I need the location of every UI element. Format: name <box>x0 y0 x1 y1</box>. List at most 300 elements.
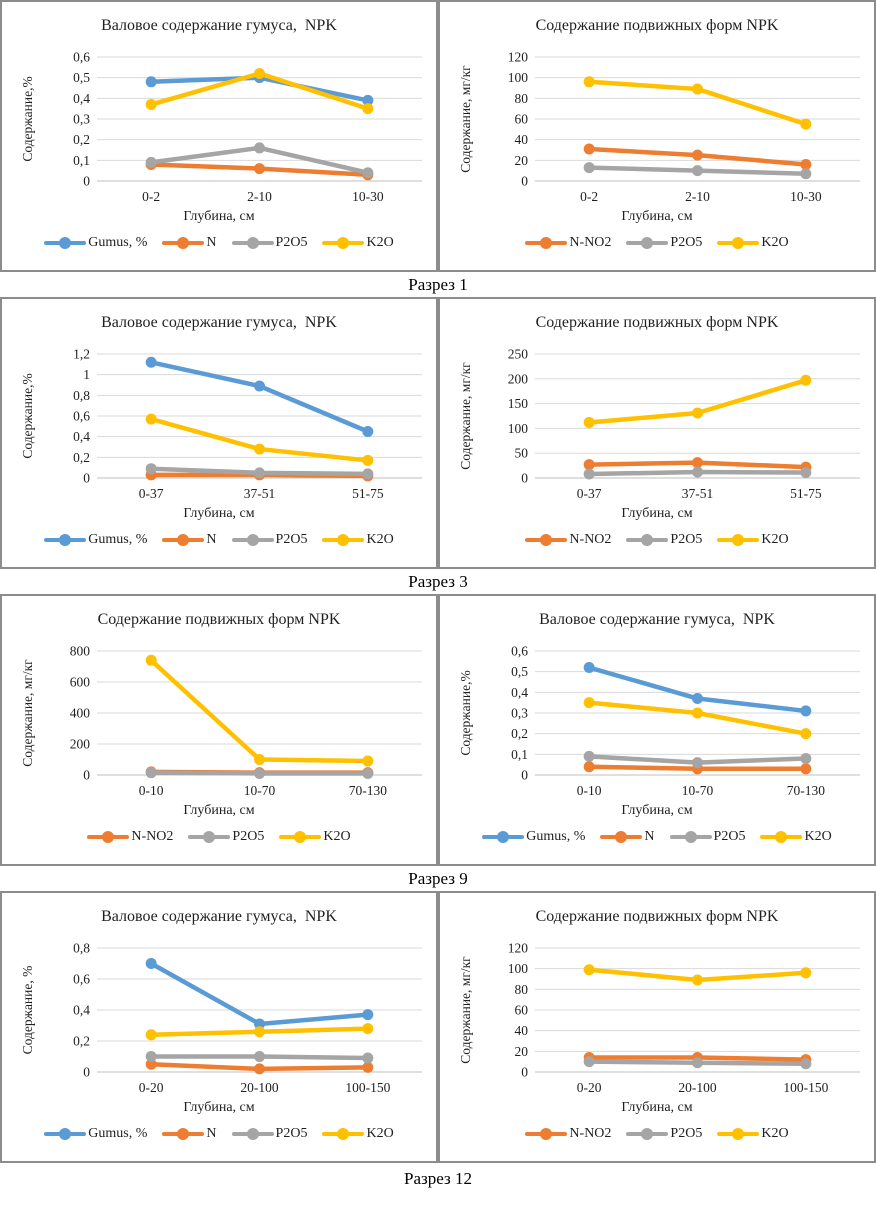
y-tick-label: 120 <box>507 49 528 65</box>
legend-item-p2o5 <box>232 235 308 251</box>
data-point-p2o5 <box>362 468 373 479</box>
data-point-gumus <box>584 662 595 673</box>
x-tick-label: 37-51 <box>243 486 276 501</box>
legend-label: Gumus, % <box>88 532 148 547</box>
y-tick-label: 0,2 <box>73 132 90 148</box>
data-point-gumus <box>362 426 373 437</box>
x-tick-label: 0-2 <box>580 189 599 204</box>
legend-marker-icon <box>670 831 712 843</box>
legend-marker-dot <box>732 237 744 249</box>
legend-marker-icon <box>232 237 274 249</box>
legend-marker-dot <box>540 534 552 546</box>
x-tick-label: 20-100 <box>240 1080 279 1095</box>
legend-marker-dot <box>775 831 787 843</box>
y-tick-label: 0,8 <box>73 387 90 403</box>
legend-marker-icon <box>322 534 364 546</box>
legend-marker-icon <box>717 534 759 546</box>
data-point-gumus <box>146 76 157 87</box>
data-point-n <box>254 163 265 174</box>
x-tick-label: 0-20 <box>576 1080 602 1095</box>
legend-marker-icon <box>322 1128 364 1140</box>
legend-item-gumus <box>44 235 147 251</box>
data-point-p2o5 <box>800 753 811 764</box>
legend-marker-dot <box>337 1128 349 1140</box>
legend-label: P2O5 <box>713 829 746 844</box>
chart-gumus-npk-razrez-12 <box>0 891 438 1163</box>
legend-label: N-NO2 <box>569 1126 612 1141</box>
data-point-k2o <box>254 68 265 79</box>
x-tick-label: 37-51 <box>681 486 714 501</box>
chart-title: Валовое содержание гумуса, NPK <box>101 17 337 34</box>
data-point-p2o5 <box>254 1051 265 1062</box>
legend-marker-dot <box>540 237 552 249</box>
legend-marker-icon <box>717 1128 759 1140</box>
data-point-k2o <box>254 754 265 765</box>
section-caption-razrez-3: Разрез 3 <box>408 571 468 591</box>
legend-item-p2o5 <box>670 829 746 845</box>
y-tick-label: 40 <box>514 132 528 148</box>
legend-item-p2o5 <box>626 235 702 251</box>
legend <box>2 1126 436 1142</box>
legend-label: K2O <box>323 829 351 844</box>
legend-item-k2o <box>279 829 350 845</box>
x-axis-label: Глубина, см <box>183 209 255 224</box>
legend-item-k2o <box>717 1126 788 1142</box>
legend-label: Gumus, % <box>88 235 148 250</box>
legend-label: P2O5 <box>232 829 265 844</box>
legend-item-gumus <box>482 829 585 845</box>
y-tick-label: 0,5 <box>73 70 90 86</box>
plot-area <box>2 641 436 801</box>
data-point-p2o5 <box>800 1058 811 1069</box>
legend-marker-icon <box>600 831 642 843</box>
legend-label: Gumus, % <box>526 829 586 844</box>
y-tick-label: 100 <box>507 70 528 86</box>
y-tick-label: 0,2 <box>511 726 528 742</box>
data-point-k2o <box>584 697 595 708</box>
legend-marker-icon <box>525 237 567 249</box>
section-caption-razrez-1: Разрез 1 <box>408 274 468 294</box>
y-tick-label: 0 <box>521 173 528 189</box>
legend-marker-icon <box>162 534 204 546</box>
chart-row-razrez-1 <box>0 0 876 272</box>
data-point-p2o5 <box>584 469 595 480</box>
y-tick-label: 0 <box>83 173 90 189</box>
y-tick-label: 120 <box>507 940 528 956</box>
legend-item-gumus <box>44 532 147 548</box>
legend-item-k2o <box>760 829 831 845</box>
legend-marker-icon <box>626 1128 668 1140</box>
data-point-k2o <box>146 655 157 666</box>
legend-marker-dot <box>732 534 744 546</box>
data-point-p2o5 <box>584 162 595 173</box>
x-tick-label: 0-10 <box>576 783 602 798</box>
legend-marker-dot <box>294 831 306 843</box>
data-point-p2o5 <box>800 467 811 478</box>
data-point-p2o5 <box>692 467 703 478</box>
y-tick-label: 600 <box>69 674 90 690</box>
y-tick-label: 0,4 <box>73 90 90 106</box>
y-axis-label: Содержание, мг/кг <box>20 659 35 767</box>
legend-item-k2o <box>322 1126 393 1142</box>
y-tick-label: 0,6 <box>73 408 90 424</box>
data-point-k2o <box>800 375 811 386</box>
y-tick-label: 80 <box>514 90 528 106</box>
legend-marker-icon <box>525 534 567 546</box>
y-tick-label: 0 <box>83 470 90 486</box>
data-point-k2o <box>362 756 373 767</box>
y-tick-label: 200 <box>69 736 90 752</box>
data-point-n <box>800 763 811 774</box>
data-point-p2o5 <box>692 1057 703 1068</box>
x-tick-label: 2-10 <box>685 189 710 204</box>
legend-marker-dot <box>540 1128 552 1140</box>
legend-label: P2O5 <box>670 532 703 547</box>
legend-marker-icon <box>626 237 668 249</box>
y-tick-label: 250 <box>507 346 528 362</box>
data-point-k2o <box>800 728 811 739</box>
x-tick-label: 51-75 <box>352 486 384 501</box>
data-point-gumus <box>692 693 703 704</box>
legend-item-p2o5 <box>232 532 308 548</box>
series-line-k2o <box>151 660 368 761</box>
data-point-k2o <box>584 417 595 428</box>
chart-title: Валовое содержание гумуса, NPK <box>101 314 337 331</box>
plot-area <box>2 344 436 504</box>
y-axis-label: Содержание, мг/кг <box>458 65 473 173</box>
data-point-gumus <box>146 357 157 368</box>
y-tick-label: 20 <box>514 152 528 168</box>
chart-mobile-npk-razrez-1 <box>438 0 876 272</box>
x-tick-label: 70-130 <box>786 783 825 798</box>
legend-item-p2o5 <box>188 829 264 845</box>
chart-title: Валовое содержание гумуса, NPK <box>101 908 337 925</box>
plot-area <box>440 938 874 1098</box>
legend-marker-dot <box>203 831 215 843</box>
y-tick-label: 0,4 <box>73 429 90 445</box>
legend-item-n-no2 <box>87 829 173 845</box>
legend-item-gumus <box>44 1126 147 1142</box>
y-tick-label: 0,3 <box>73 111 90 127</box>
legend-label: N <box>206 1126 217 1141</box>
data-point-n-no2 <box>584 143 595 154</box>
y-tick-label: 100 <box>507 961 528 977</box>
chart-row-razrez-3 <box>0 297 876 569</box>
legend-item-n <box>600 829 654 845</box>
y-axis-label: Содержание,% <box>458 670 473 756</box>
data-point-k2o <box>362 103 373 114</box>
legend-marker-icon <box>232 534 274 546</box>
section-caption-razrez-12: Разрез 12 <box>404 1169 472 1188</box>
y-tick-label: 1,2 <box>73 346 90 362</box>
data-point-n <box>254 1063 265 1074</box>
legend-item-n <box>162 1126 216 1142</box>
legend-label: N <box>206 532 217 547</box>
legend-marker-icon <box>279 831 321 843</box>
legend-marker-dot <box>59 237 71 249</box>
y-tick-label: 0,1 <box>511 746 528 762</box>
legend-label: K2O <box>761 1126 789 1141</box>
data-point-gumus <box>254 381 265 392</box>
y-tick-label: 800 <box>69 643 90 659</box>
x-tick-label: 10-30 <box>790 189 822 204</box>
data-point-gumus <box>362 1009 373 1020</box>
legend-label: N-NO2 <box>131 829 174 844</box>
chart-gumus-npk-razrez-9 <box>438 594 876 866</box>
y-axis-label: Содержание,% <box>20 373 35 459</box>
legend-item-k2o <box>717 235 788 251</box>
chart-title: Валовое содержание гумуса, NPK <box>539 611 775 628</box>
y-tick-label: 0,4 <box>73 1002 90 1018</box>
legend-item-k2o <box>322 532 393 548</box>
y-tick-label: 60 <box>514 1002 528 1018</box>
legend-marker-dot <box>247 534 259 546</box>
data-point-k2o <box>146 1029 157 1040</box>
y-tick-label: 50 <box>514 445 528 461</box>
x-tick-label: 0-2 <box>142 189 161 204</box>
y-tick-label: 0,6 <box>73 49 90 65</box>
data-point-p2o5 <box>146 767 157 778</box>
legend-label: K2O <box>366 1126 394 1141</box>
data-point-k2o <box>362 455 373 466</box>
legend-label: N <box>644 829 655 844</box>
legend-marker-icon <box>44 237 86 249</box>
plot-area <box>440 641 874 801</box>
data-point-k2o <box>254 1026 265 1037</box>
data-point-p2o5 <box>254 142 265 153</box>
y-tick-label: 0,4 <box>511 684 528 700</box>
legend-label: P2O5 <box>670 1126 703 1141</box>
legend-marker-icon <box>322 237 364 249</box>
data-point-n-no2 <box>692 150 703 161</box>
legend <box>440 532 874 548</box>
legend-marker-icon <box>232 1128 274 1140</box>
legend-item-n-no2 <box>525 1126 611 1142</box>
legend-marker-dot <box>59 1128 71 1140</box>
legend-item-p2o5 <box>232 1126 308 1142</box>
chart-title: Содержание подвижных форм NPK <box>535 314 779 331</box>
x-tick-label: 100-150 <box>345 1080 391 1095</box>
y-tick-label: 0 <box>521 1064 528 1080</box>
legend-marker-dot <box>641 237 653 249</box>
data-point-k2o <box>800 967 811 978</box>
legend-marker-dot <box>177 1128 189 1140</box>
chart-gumus-npk-razrez-1 <box>0 0 438 272</box>
legend-marker-dot <box>247 237 259 249</box>
legend-label: K2O <box>761 235 789 250</box>
y-tick-label: 0 <box>83 767 90 783</box>
data-point-k2o <box>584 76 595 87</box>
x-tick-label: 10-70 <box>243 783 276 798</box>
legend-label: K2O <box>366 532 394 547</box>
y-axis-label: Содержание, мг/кг <box>458 956 473 1064</box>
y-tick-label: 150 <box>507 396 528 412</box>
legend-marker-dot <box>497 831 509 843</box>
legend <box>440 829 874 845</box>
y-tick-label: 0 <box>521 767 528 783</box>
legend-marker-icon <box>87 831 129 843</box>
chart-title: Содержание подвижных форм NPK <box>535 908 779 925</box>
legend-marker-dot <box>177 534 189 546</box>
legend-label: P2O5 <box>670 235 703 250</box>
data-point-p2o5 <box>146 463 157 474</box>
y-tick-label: 40 <box>514 1023 528 1039</box>
legend-label: K2O <box>804 829 832 844</box>
y-tick-label: 0,2 <box>73 1033 90 1049</box>
data-point-n-no2 <box>692 457 703 468</box>
chart-mobile-npk-razrez-3 <box>438 297 876 569</box>
legend-item-n <box>162 235 216 251</box>
legend-item-n <box>162 532 216 548</box>
y-tick-label: 200 <box>507 371 528 387</box>
data-point-n-no2 <box>584 459 595 470</box>
legend-marker-icon <box>482 831 524 843</box>
data-point-gumus <box>800 705 811 716</box>
data-point-k2o <box>254 444 265 455</box>
y-axis-label: Содержание,% <box>20 76 35 162</box>
legend-marker-icon <box>44 534 86 546</box>
data-point-p2o5 <box>584 1056 595 1067</box>
data-point-p2o5 <box>254 768 265 779</box>
data-point-k2o <box>692 975 703 986</box>
data-point-p2o5 <box>692 165 703 176</box>
legend-marker-dot <box>732 1128 744 1140</box>
legend-marker-dot <box>59 534 71 546</box>
legend <box>440 1126 874 1142</box>
data-point-k2o <box>692 408 703 419</box>
chart-mobile-npk-razrez-12 <box>438 891 876 1163</box>
data-point-k2o <box>692 84 703 95</box>
data-point-p2o5 <box>362 167 373 178</box>
series-line-gumus <box>151 964 368 1024</box>
y-tick-label: 0 <box>83 1064 90 1080</box>
x-axis-label: Глубина, см <box>621 803 693 818</box>
y-axis-label: Содержание, мг/кг <box>458 362 473 470</box>
legend-item-n-no2 <box>525 532 611 548</box>
legend-marker-dot <box>177 237 189 249</box>
legend-label: N-NO2 <box>569 235 612 250</box>
legend-item-n-no2 <box>525 235 611 251</box>
x-tick-label: 0-20 <box>138 1080 164 1095</box>
data-point-p2o5 <box>800 168 811 179</box>
data-point-p2o5 <box>362 1053 373 1064</box>
y-tick-label: 20 <box>514 1043 528 1059</box>
legend-label: P2O5 <box>275 532 308 547</box>
legend-marker-dot <box>641 1128 653 1140</box>
legend-marker-dot <box>641 534 653 546</box>
legend-marker-dot <box>337 534 349 546</box>
y-axis-label: Содержание, % <box>20 965 35 1055</box>
legend-label: K2O <box>366 235 394 250</box>
x-tick-label: 0-37 <box>138 486 164 501</box>
chart-row-razrez-9 <box>0 594 876 866</box>
x-axis-label: Глубина, см <box>621 1100 693 1115</box>
legend-marker-icon <box>626 534 668 546</box>
x-tick-label: 10-70 <box>681 783 714 798</box>
chart-row-razrez-12 <box>0 891 876 1163</box>
data-point-p2o5 <box>254 467 265 478</box>
legend-label: P2O5 <box>275 1126 308 1141</box>
y-tick-label: 400 <box>69 705 90 721</box>
legend-marker-dot <box>102 831 114 843</box>
chart-mobile-npk-razrez-9 <box>0 594 438 866</box>
legend-marker-dot <box>247 1128 259 1140</box>
x-tick-label: 10-30 <box>352 189 384 204</box>
data-point-gumus <box>146 958 157 969</box>
y-tick-label: 60 <box>514 111 528 127</box>
legend-marker-icon <box>162 1128 204 1140</box>
x-axis-label: Глубина, см <box>183 506 255 521</box>
data-point-p2o5 <box>584 751 595 762</box>
y-tick-label: 0,6 <box>511 643 528 659</box>
x-axis-label: Глубина, см <box>183 1100 255 1115</box>
x-tick-label: 0-10 <box>138 783 164 798</box>
x-tick-label: 51-75 <box>790 486 822 501</box>
legend-marker-icon <box>162 237 204 249</box>
data-point-p2o5 <box>692 757 703 768</box>
plot-area <box>2 938 436 1098</box>
chart-title: Содержание подвижных форм NPK <box>97 611 341 628</box>
data-point-k2o <box>692 708 703 719</box>
data-point-k2o <box>146 99 157 110</box>
x-tick-label: 20-100 <box>678 1080 717 1095</box>
legend <box>440 235 874 251</box>
data-point-n <box>584 761 595 772</box>
chart-title: Содержание подвижных форм NPK <box>535 17 779 34</box>
x-axis-label: Глубина, см <box>621 506 693 521</box>
legend <box>2 235 436 251</box>
x-tick-label: 0-37 <box>576 486 602 501</box>
data-point-k2o <box>362 1023 373 1034</box>
y-tick-label: 100 <box>507 420 528 436</box>
y-tick-label: 0,6 <box>73 971 90 987</box>
legend-item-k2o <box>322 235 393 251</box>
legend <box>2 532 436 548</box>
legend-label: Gumus, % <box>88 1126 148 1141</box>
legend-marker-icon <box>525 1128 567 1140</box>
legend-marker-icon <box>717 237 759 249</box>
y-tick-label: 0,2 <box>73 449 90 465</box>
legend-item-p2o5 <box>626 1126 702 1142</box>
x-tick-label: 100-150 <box>783 1080 829 1095</box>
data-point-p2o5 <box>146 1051 157 1062</box>
legend-label: N-NO2 <box>569 532 612 547</box>
plot-area <box>440 344 874 504</box>
series-line-gumus <box>151 362 368 431</box>
y-tick-label: 80 <box>514 981 528 997</box>
legend-label: P2O5 <box>275 235 308 250</box>
data-point-k2o <box>800 119 811 130</box>
legend-label: N <box>206 235 217 250</box>
legend-marker-icon <box>44 1128 86 1140</box>
legend-marker-icon <box>760 831 802 843</box>
x-axis-label: Глубина, см <box>183 803 255 818</box>
y-tick-label: 0 <box>521 470 528 486</box>
legend-item-p2o5 <box>626 532 702 548</box>
x-tick-label: 2-10 <box>247 189 272 204</box>
y-tick-label: 0,8 <box>73 940 90 956</box>
legend-label: K2O <box>761 532 789 547</box>
plot-area <box>2 47 436 207</box>
legend-marker-dot <box>615 831 627 843</box>
legend-marker-icon <box>188 831 230 843</box>
legend-item-k2o <box>717 532 788 548</box>
chart-gumus-npk-razrez-3 <box>0 297 438 569</box>
legend-marker-dot <box>685 831 697 843</box>
section-caption-razrez-9: Разрез 9 <box>408 868 468 888</box>
x-axis-label: Глубина, см <box>621 209 693 224</box>
y-tick-label: 1 <box>83 367 90 383</box>
